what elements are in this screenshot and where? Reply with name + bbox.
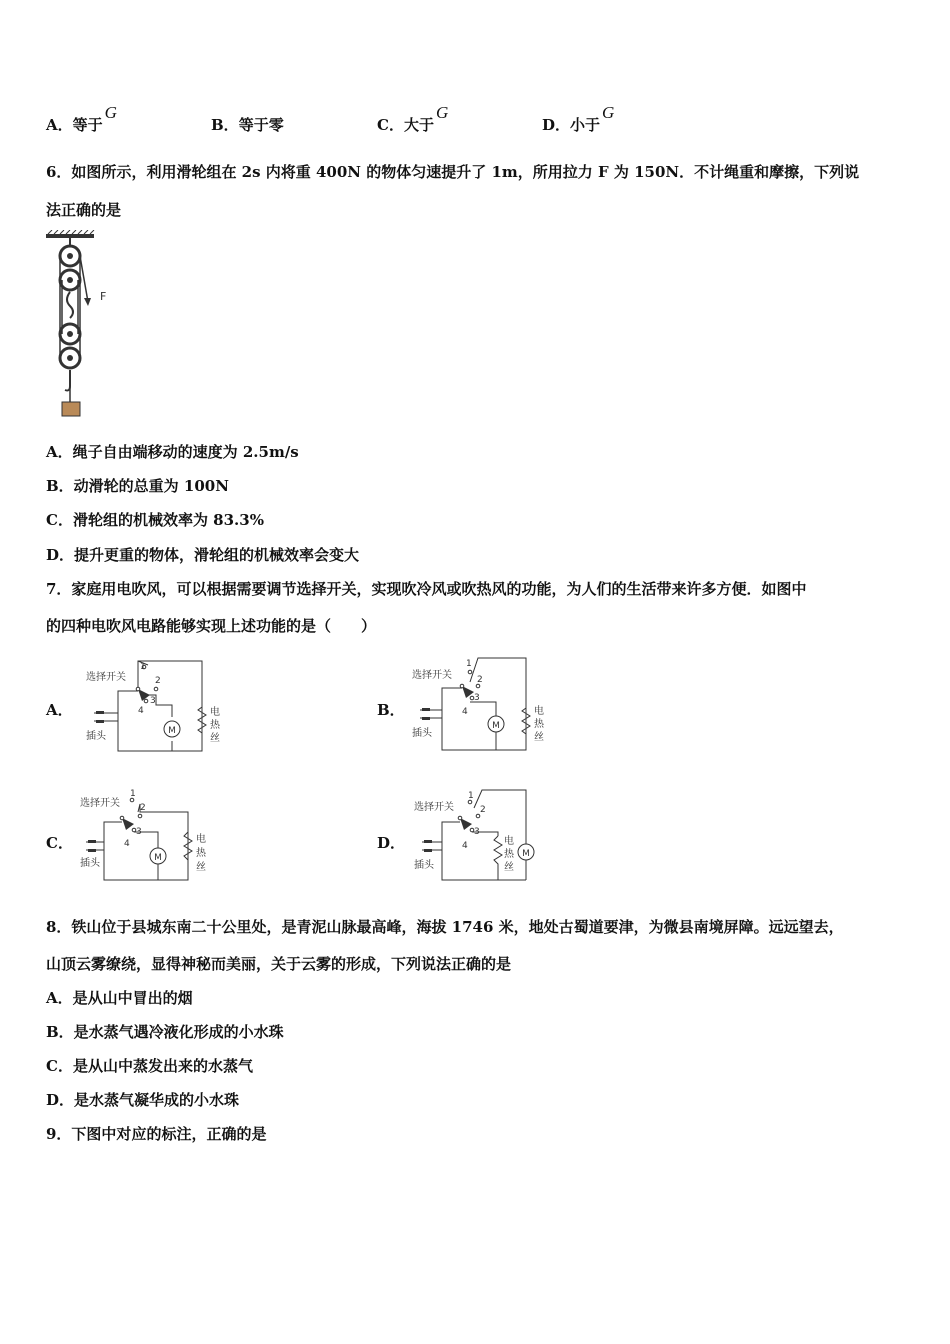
heater-label: 丝 [504, 862, 514, 873]
option-label: B． [211, 116, 239, 134]
option-label: C． [377, 116, 404, 134]
plug-prong [424, 849, 432, 852]
plug-prong [88, 840, 96, 843]
switch-label: 选择开关 [80, 798, 120, 809]
terminal-3: 3 [150, 696, 156, 706]
terminal-4: 4 [462, 841, 468, 851]
plug-prong [422, 717, 430, 720]
motor-label: M [522, 849, 530, 859]
q7-option-d-label: D． [377, 834, 406, 852]
plug-prong [96, 720, 104, 723]
q8-stem-line1: 8．铁山位于县城东南二十公里处，是青泥山脉最高峰，海拔 1746 米，地处古蜀道要津，为微县南境屏障。远远望去， [46, 918, 844, 936]
q6-stem-line2: 法正确的是 [46, 201, 122, 219]
q5-option-c [377, 103, 449, 135]
q7-stem-line2: 的四种电吹风电路能够实现上述功能的是（ ） [46, 617, 377, 635]
terminal-2: 2 [140, 803, 146, 813]
plug-prong [96, 711, 104, 714]
heater-label: 丝 [196, 862, 206, 873]
switch-label: 选择开关 [86, 672, 126, 683]
q6-option-b: B．动滑轮的总重为 100N [46, 477, 229, 495]
motor-label: M [154, 853, 162, 863]
q8-stem-line2: 山顶云雾缭绕，显得神秘而美丽，关于云雾的形成，下列说法正确的是 [46, 955, 512, 973]
heater-label: 电 [196, 834, 206, 845]
terminal-4: 4 [462, 707, 468, 717]
plug-prong [422, 708, 430, 711]
heater-label: 热 [504, 849, 514, 860]
q5-option-a [46, 103, 117, 135]
q8-option-b: B．是水蒸气遇冷液化形成的小水珠 [46, 1023, 284, 1041]
heater-label: 丝 [210, 733, 220, 744]
q6-option-c: C．滑轮组的机械效率为 83.3% [46, 511, 264, 529]
switch-blade [460, 818, 472, 830]
plug-label: 插头 [412, 728, 432, 739]
terminal-2: 2 [480, 805, 486, 815]
heater-label: 热 [196, 848, 206, 859]
q9-stem: 9．下图中对应的标注，正确的是 [46, 1125, 267, 1143]
option-text: 大于 [403, 116, 434, 134]
symbol-g: G [104, 103, 117, 122]
force-label: F [100, 290, 107, 303]
switch-label: 选择开关 [412, 670, 452, 681]
q6-option-d: D．提升更重的物体，滑轮组的机械效率会变大 [46, 546, 360, 564]
switch-label: 选择开关 [414, 802, 454, 813]
heater-label: 电 [210, 707, 220, 718]
heater-label: 电 [504, 836, 514, 847]
option-text: 等于零 [238, 116, 284, 134]
pulley-figure [40, 230, 120, 420]
circuit-b [410, 652, 560, 754]
circuit-d [412, 786, 562, 884]
q7-option-c-label: C． [46, 834, 73, 852]
q5-option-d [542, 103, 615, 135]
q8-option-a: A．是从山中冒出的烟 [46, 989, 193, 1007]
motor-label: M [168, 726, 176, 736]
terminal-3: 3 [474, 693, 480, 703]
heater-label: 电 [534, 706, 544, 717]
terminal-1: 1 [466, 659, 472, 669]
terminal-1: 1 [140, 662, 146, 672]
q5-option-b [211, 114, 284, 135]
switch-blade [122, 818, 134, 830]
plug-prong [88, 849, 96, 852]
option-label: D． [542, 116, 571, 134]
plug-label: 插头 [414, 860, 434, 871]
terminal-3: 3 [136, 827, 142, 837]
weight-block [62, 402, 80, 416]
plug-prong [424, 840, 432, 843]
symbol-g: G [435, 103, 449, 122]
circuit-c [78, 786, 228, 884]
ceiling [46, 234, 94, 238]
symbol-g: G [602, 103, 615, 122]
force-arrow [84, 298, 91, 306]
q8-option-c: C．是从山中蒸发出来的水蒸气 [46, 1057, 253, 1075]
terminal-4: 4 [124, 839, 130, 849]
q6-option-a: A．绳子自由端移动的速度为 2.5m/s [46, 443, 299, 461]
q7-option-b-label: B． [377, 701, 405, 719]
terminal-2: 2 [477, 675, 483, 685]
heater-label: 丝 [534, 732, 544, 743]
motor-label: M [492, 721, 500, 731]
terminal-1: 1 [468, 791, 474, 801]
switch-blade [138, 689, 150, 701]
circuit-a [84, 655, 234, 755]
plug-label: 插头 [80, 858, 100, 869]
q7-stem-line1: 7．家庭用电吹风，可以根据需要调节选择开关，实现吹冷风或吹热风的功能，为人们的生活带来许多方便．如图中 [46, 580, 807, 598]
q6-stem-line1: 6．如图所示，利用滑轮组在 2s 内将重 400N 的物体匀速提升了 1m，所用拉力 F 为 150N．不计绳重和摩擦，下列说 [46, 163, 860, 181]
heater-label: 热 [534, 719, 544, 730]
terminal-3: 3 [474, 827, 480, 837]
q8-option-d: D．是水蒸气凝华成的小水珠 [46, 1091, 240, 1109]
option-label: A． [46, 116, 73, 134]
option-text: 等于 [72, 116, 103, 134]
terminal-4: 4 [138, 706, 144, 716]
heater-label: 热 [210, 720, 220, 731]
q7-option-a-label: A． [46, 701, 73, 719]
ceiling-hatch [48, 230, 94, 234]
option-text: 小于 [570, 116, 601, 134]
plug-label: 插头 [86, 731, 106, 742]
terminal-2: 2 [155, 676, 161, 686]
terminal-1: 1 [130, 789, 136, 799]
